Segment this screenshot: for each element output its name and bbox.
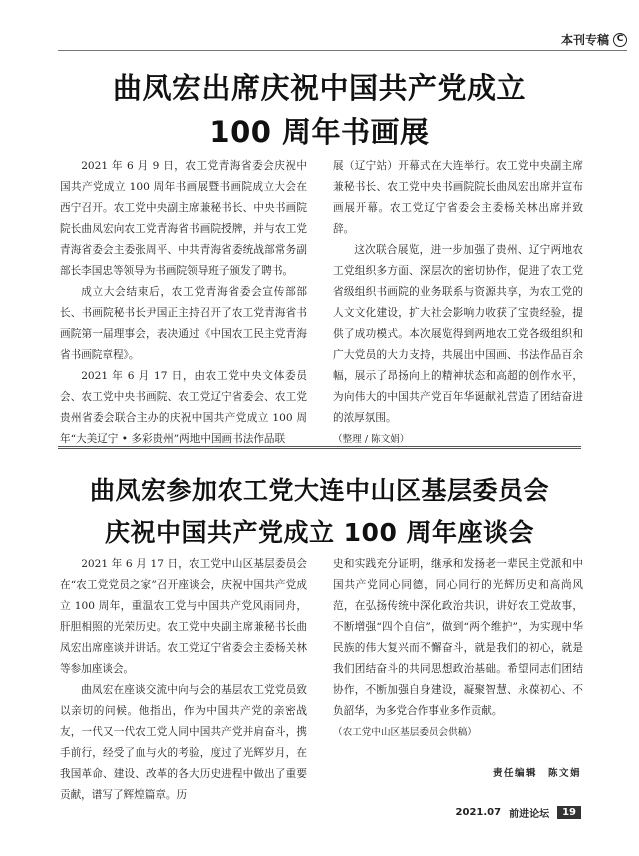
- responsible-editor: 责任编辑 陈文娟: [492, 768, 581, 779]
- section-label: 本刊专稿: [560, 33, 609, 47]
- article-separator: [58, 446, 581, 449]
- article2-title-line-1: 曲凤宏参加农工党大连中山区基层委员会: [89, 476, 549, 505]
- article1-title: [0, 66, 639, 154]
- article1-paragraph-1: 2021 年 6 月 9 日，农工党青海省委会庆祝中国共产党成立 100 周年书画展暨书画院成立大会在西宁召开。农工党中央副主席兼秘书长、中央书画院院长曲凤宏向农工党青海省书画院授牌，并与农工党青海省委会主委张周平、中共青海省委统战部常务副部长李国忠等领导为书画院领导班子颁发了聘书。: [60, 160, 307, 277]
- article2-title-line-2: 庆祝中国共产党成立 100 周年座谈会: [104, 518, 535, 547]
- article1-column-left: [60, 156, 307, 450]
- article1-paragraph-2: 成立大会结束后，农工党青海省委会宣传部部长、书画院秘书长尹国正主持召开了农工党青海省书画院第一届理事会，表决通过《中国农工民主党青海省书画院章程》。: [60, 286, 307, 361]
- article1-title-line-2: 100 周年书画展: [209, 115, 430, 149]
- article2-paragraph-2: 曲凤宏在座谈交流中向与会的基层农工党党员致以亲切的问候。他指出，作为中国共产党的亲密战友，一代又一代农工党人同中国共产党并肩奋斗，携手前行，经受了血与火的考验，度过了光辉岁月，在我国革命、建设、改革的各大历史进程中做出了重要贡献，谱写了辉煌篇章。历: [60, 684, 307, 801]
- article2-paragraph-1: 2021 年 6 月 17 日，农工党中山区基层委员会在“农工党党员之家”召开座谈会，庆祝中国共产党成立 100 周年，重温农工党与中国共产党风雨同舟，肝胆相照的光荣历史。农工党中央副主席兼秘书长曲凤宏出席座谈并讲话。农工党辽宁省委会主委杨关林等参加座谈会。: [60, 558, 307, 675]
- article1-column-right: [333, 156, 583, 450]
- article2-column-right: [333, 554, 583, 743]
- article1-paragraph-4: 这次联合展览，进一步加强了贵州、辽宁两地农工党组织多方面、深层次的密切协作，促进了农工党省级组织书画院的业务联系与资源共享，为农工党的人文文化建设，扩大社会影响力收获了宝贵经验，提供了成功模式。本次展览得到两地农工党各级组织和广大党员的大力支持，共展出中国画、书法作品百余幅，展示了昂扬向上的精神状态和高超的创作水平，为向伟大的中国共产党百年华诞献礼营造了团结奋进的浓厚氛围。: [333, 244, 583, 424]
- article2-column-left: [60, 554, 307, 806]
- circle-c-icon: C: [613, 33, 627, 47]
- article2-title: [0, 470, 639, 554]
- article1-credit: （整理 / 陈文娟）: [333, 434, 410, 445]
- journal-name: 前进论坛: [509, 809, 550, 820]
- issue-date: 2021.07: [455, 807, 502, 818]
- article2-paragraph-2-continued: 史和实践充分证明，继承和发扬老一辈民主党派和中国共产党同心同德，同心同行的光辉历史和高尚风范，在弘扬传统中深化政治共识，讲好农工党故事，不断增强“四个自信”，做到“两个维护”，为实现中华民族的伟大复兴而不懈奋斗，就是我们的初心，就是我们团结奋斗的共同思想政治基础。希望同志们团结协作，不断加强自身建设，凝聚智慧、永葆初心、不负韶华，为多党合作事业多作贡献。: [333, 558, 583, 717]
- section-header: [561, 31, 627, 48]
- article2-credit: （农工党中山区基层委员会供稿）: [333, 727, 477, 738]
- article1-paragraph-3-continued: 展（辽宁站）开幕式在大连举行。农工党中央副主席兼秘书长、农工党中央书画院院长曲凤宏出席并宣布画展开幕。农工党辽宁省委会主委杨关林出席并致辞。: [333, 160, 583, 235]
- article1-paragraph-3: 2021 年 6 月 17 日，由农工党中央文体委员会、农工党中央书画院、农工党辽宁省委会、农工党贵州省委会联合主办的庆祝中国共产党成立 100 周年“大美辽宁 • 多彩贵州”两地中国画书法作品联: [60, 370, 307, 445]
- page-number: 19: [557, 806, 581, 819]
- article1-title-line-1: 曲凤宏出席庆祝中国共产党成立: [112, 71, 526, 105]
- header-divider: [58, 50, 627, 51]
- page-footer: [456, 805, 581, 820]
